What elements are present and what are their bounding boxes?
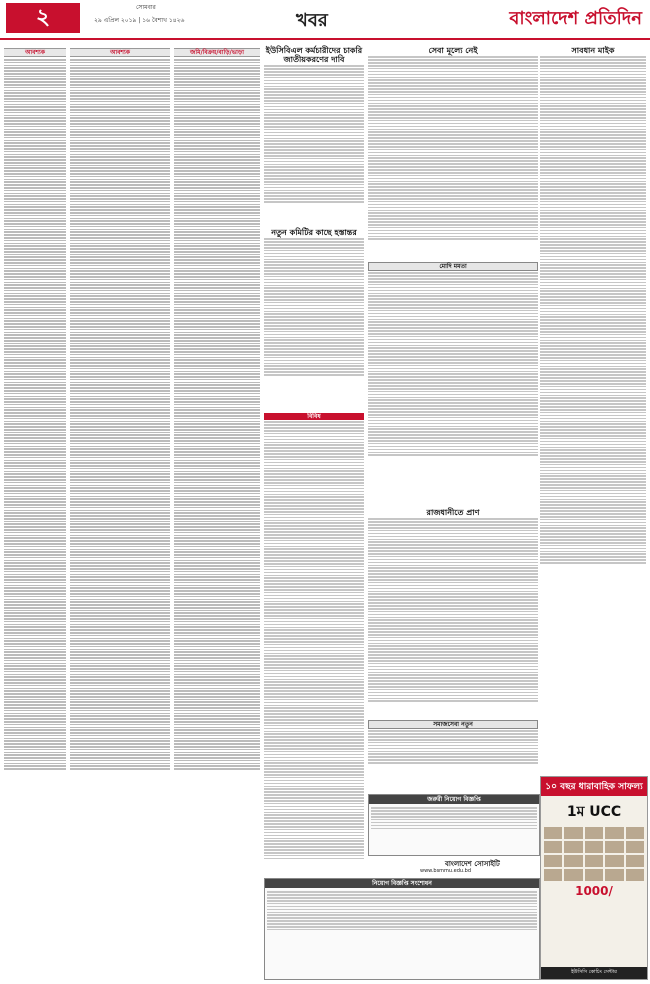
ucc-title: 1ম UCC <box>566 804 622 820</box>
brand-logo <box>482 4 642 36</box>
ucc-advert <box>540 776 648 980</box>
ucc-count: 1000/ <box>575 884 613 898</box>
column-heading: আবশ্যক <box>70 48 170 57</box>
dateline <box>86 2 286 26</box>
notice-body <box>265 888 539 934</box>
story-top-right <box>368 46 538 241</box>
story-headline: সমাজসেবা নতুন <box>368 720 538 729</box>
recruitment-notice <box>368 794 540 856</box>
story-body <box>368 272 538 456</box>
story-headline: সাবধান মাইক <box>571 45 615 55</box>
classified-column-3 <box>174 48 260 978</box>
story-body <box>264 65 364 202</box>
masthead <box>0 0 650 42</box>
story-headline: সেবা মূল্যে নেই <box>428 45 478 55</box>
story-body <box>540 56 646 563</box>
story-middle-right <box>368 262 538 457</box>
classified-text <box>70 59 170 770</box>
misc-heading: বিবিধ <box>264 413 364 420</box>
page-number: ২ <box>6 3 80 33</box>
section-title: খবর <box>296 10 328 31</box>
dateline-day: সোমবার <box>136 4 156 11</box>
classified-text <box>174 59 260 770</box>
story-body <box>368 518 538 702</box>
story-lower-right <box>368 508 538 703</box>
story-top-center <box>264 46 364 204</box>
ucc-heading: ১০ বছর ধারাবাহিক সাফল্য <box>541 777 647 796</box>
story-body <box>264 238 364 375</box>
classified-column-1 <box>4 48 66 978</box>
story-headline: ইউসিবিএল কর্মচারীদের চাকরি জাতীয়করণের দাবি <box>265 45 363 64</box>
column-heading: জমি/বিক্রয়/বাড়ি/ভাড়া <box>174 48 260 57</box>
column-heading: আবশ্যক <box>4 48 66 57</box>
ucc-footer: ইউসিসি কোচিং সেন্টার <box>541 967 647 979</box>
classified-text <box>4 59 66 770</box>
story-misc <box>264 413 364 861</box>
story-body <box>264 421 364 859</box>
story-right-column <box>540 46 646 565</box>
recruitment-correction-notice <box>264 878 540 980</box>
story-headline: মোদি মমতা <box>368 262 538 271</box>
notice-body <box>369 804 539 832</box>
classified-column-2 <box>70 48 170 978</box>
notice-heading: নিয়োগ বিজ্ঞপ্তি সংশোধন <box>265 879 539 888</box>
story-second-center <box>264 228 364 377</box>
story-bottom <box>368 720 538 765</box>
ucc-photo-grid <box>541 824 647 884</box>
story-headline: রাজধানীতে প্রাণ <box>426 507 480 517</box>
dateline-date: ২৯ এপ্রিল ২০১৯ | ১৬ বৈশাখ ১৪২৬ <box>94 17 185 24</box>
story-body <box>368 730 538 763</box>
notice-heading: জরুরী নিয়োগ বিজ্ঞপ্তি <box>369 795 539 804</box>
brand-name: বাংলাদেশ প্রতিদিন <box>509 8 642 29</box>
story-body <box>368 56 538 240</box>
masthead-rule <box>0 38 650 40</box>
story-headline: নতুন কমিটির কাছে হস্তান্তর <box>271 227 357 237</box>
bsmmu-url: www.bsmmu.edu.bd <box>420 868 472 874</box>
bsmmu-logo: বাংলাদেশ সোসাইটি <box>445 860 500 868</box>
